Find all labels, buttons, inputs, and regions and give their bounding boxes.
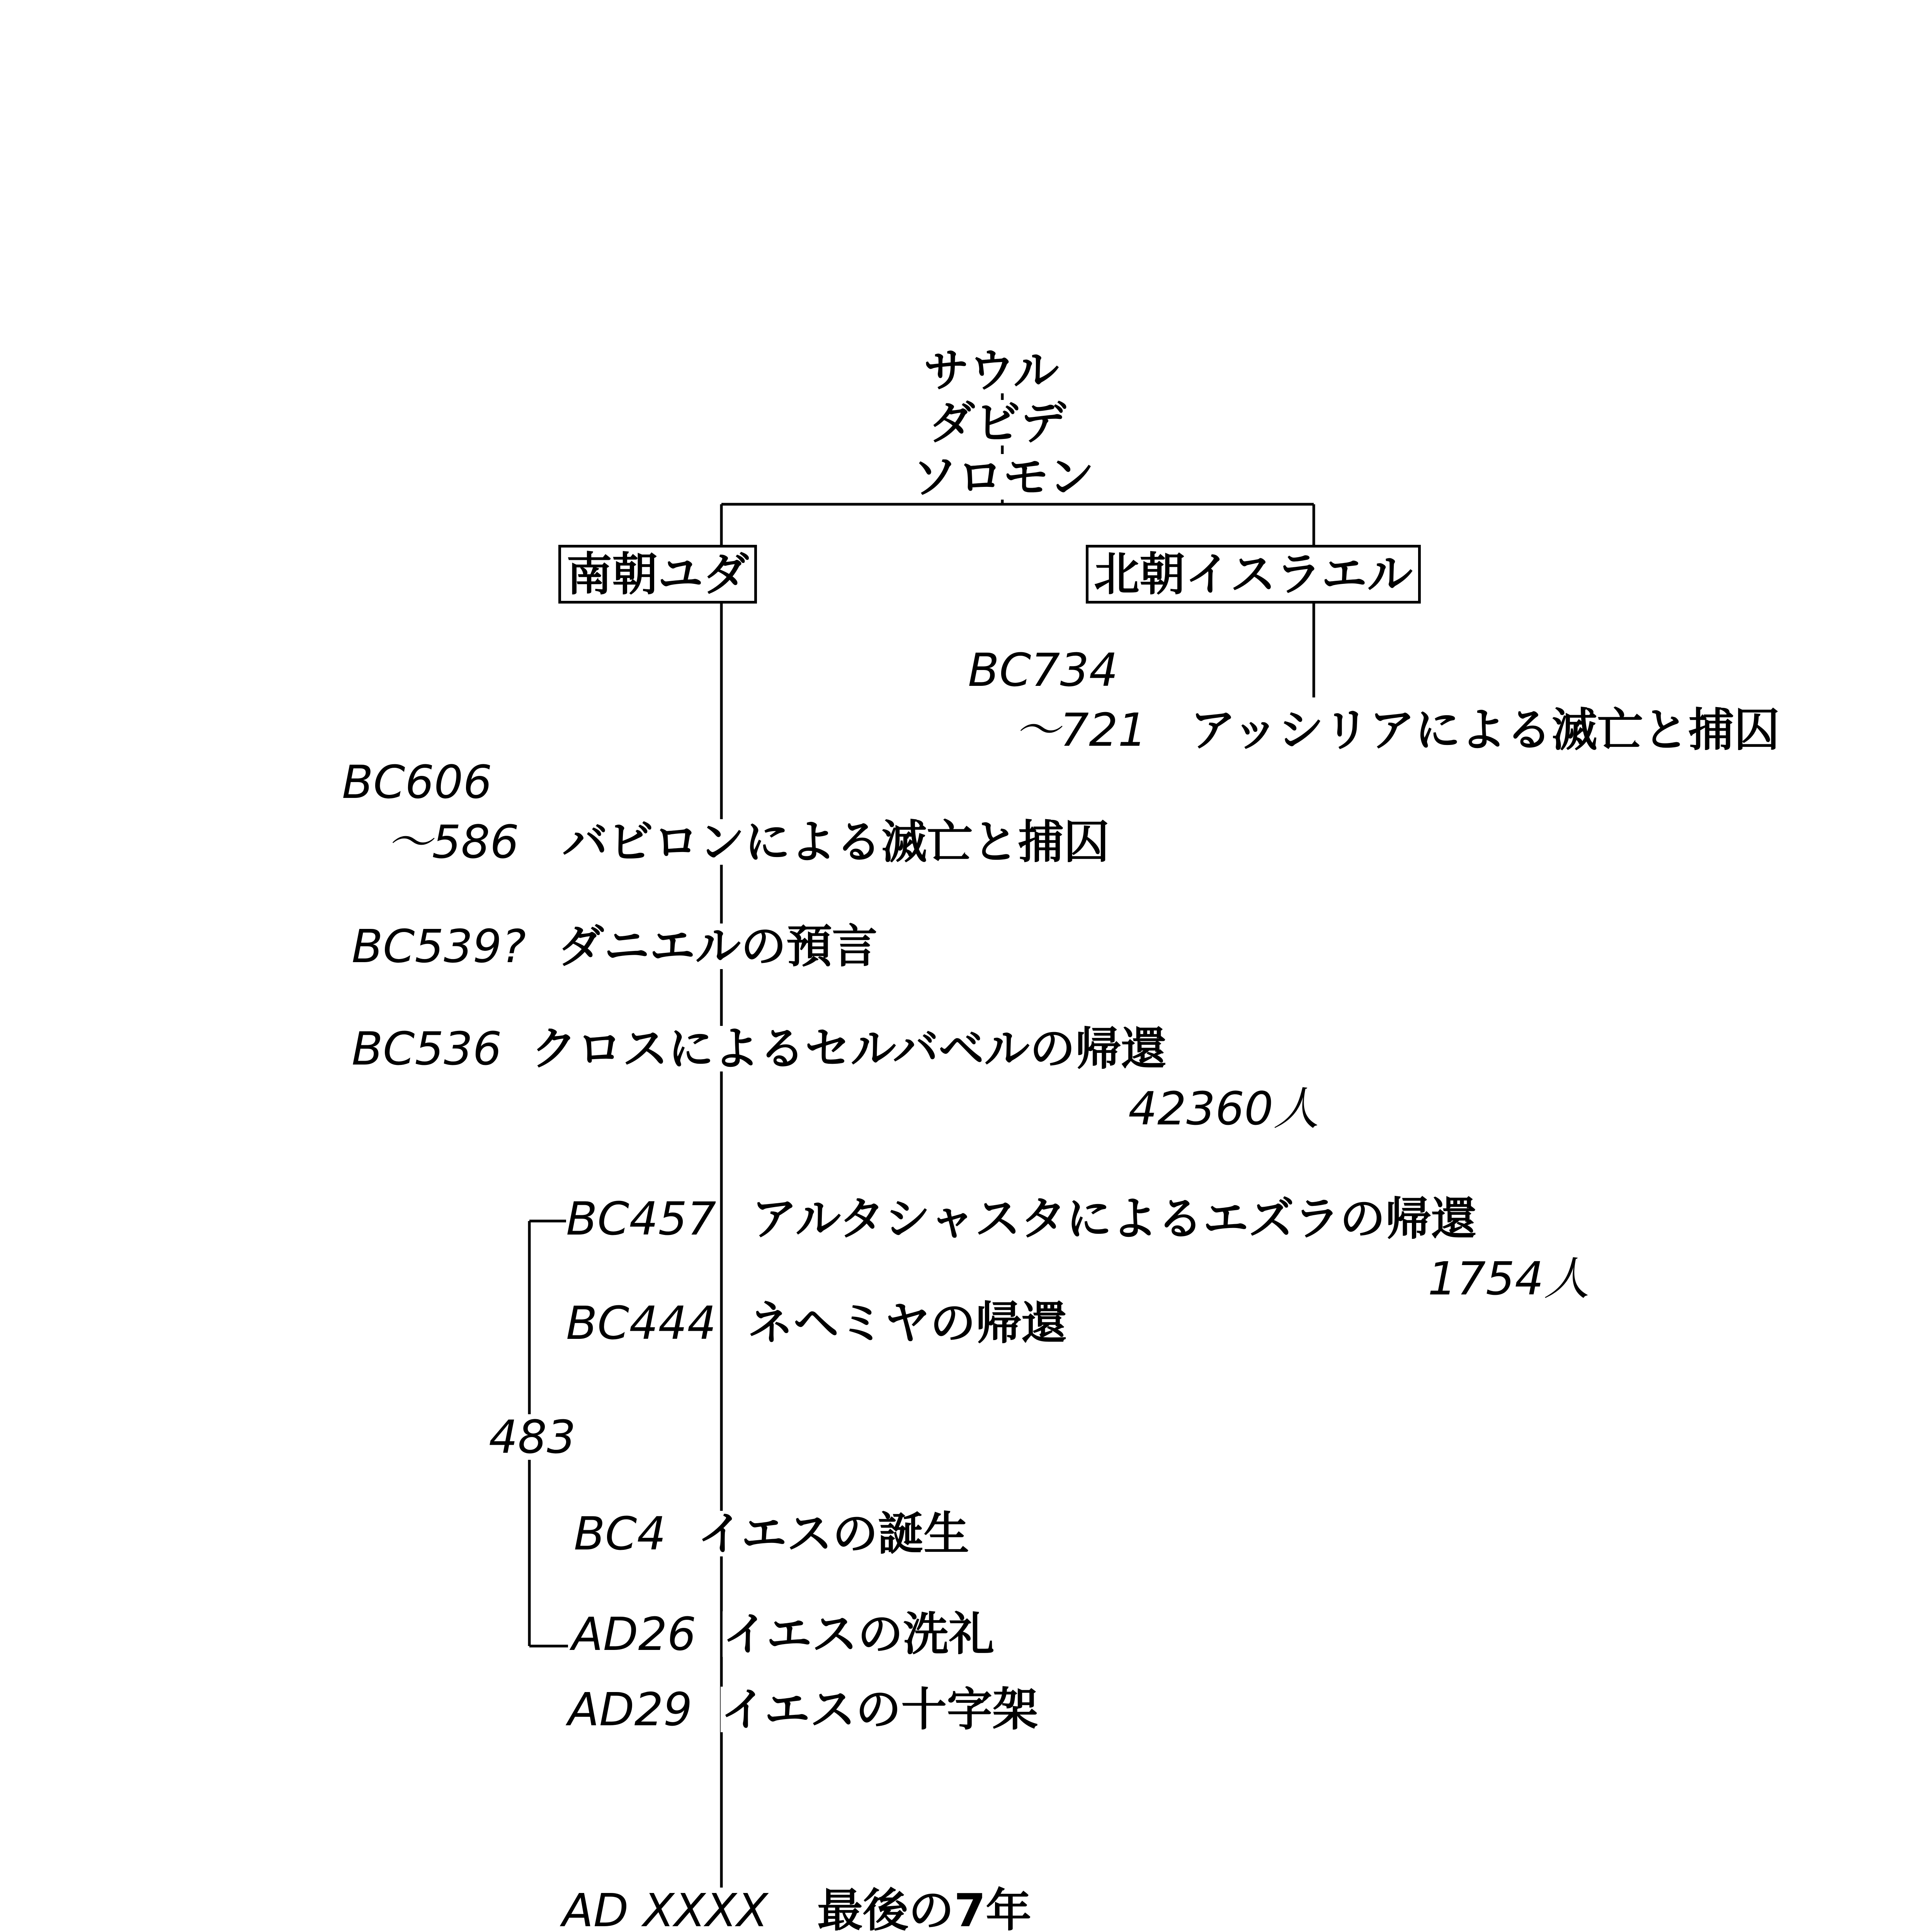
event-date: BC536 — [352, 1022, 502, 1075]
event-date-range-end: ～586 — [386, 815, 519, 869]
event-date: BC4 — [574, 1507, 666, 1560]
event-text: 最後の7年 — [817, 1888, 1031, 1932]
event-text: アッシリアによる滅亡と捕囚 — [1190, 703, 1780, 757]
span-label: 483 — [489, 1410, 576, 1464]
event-date-range-end: ～721 — [1014, 703, 1147, 757]
event-count: 42360人 — [1128, 1082, 1319, 1135]
event-date: BC444 — [566, 1296, 716, 1350]
event-date: BC606 — [342, 755, 492, 809]
king-saul: サウル — [923, 344, 1059, 397]
event-text: アルタシャスタによるエズラの帰還 — [752, 1192, 1477, 1245]
event-date: AD26 — [572, 1607, 696, 1661]
king-solomon: ソロモン — [912, 450, 1095, 503]
kingdom-south-label: 南朝ユダ — [558, 545, 757, 604]
event-date: BC734 — [968, 643, 1118, 697]
event-text: イエスの誕生 — [697, 1507, 969, 1560]
event-text: ダニエルの預言 — [558, 920, 878, 973]
event-text: イエスの十字架 — [721, 1683, 1038, 1736]
event-date: BC539? — [352, 920, 526, 973]
event-date: BC457 — [566, 1192, 716, 1245]
event-count: 1754人 — [1428, 1252, 1590, 1305]
king-david: ダビデ — [929, 396, 1066, 449]
event-date: AD XXXX — [562, 1888, 768, 1932]
kingdom-north-label: 北朝イスラエル — [1086, 545, 1421, 604]
event-text: ネヘミヤの帰還 — [748, 1296, 1067, 1350]
event-text: バビロンによる滅亡と捕囚 — [562, 815, 1110, 869]
event-text: クロスによるセルバベルの帰還 — [531, 1022, 1167, 1075]
event-text: イエスの洗礼 — [723, 1607, 995, 1661]
event-date: AD29 — [568, 1683, 692, 1736]
